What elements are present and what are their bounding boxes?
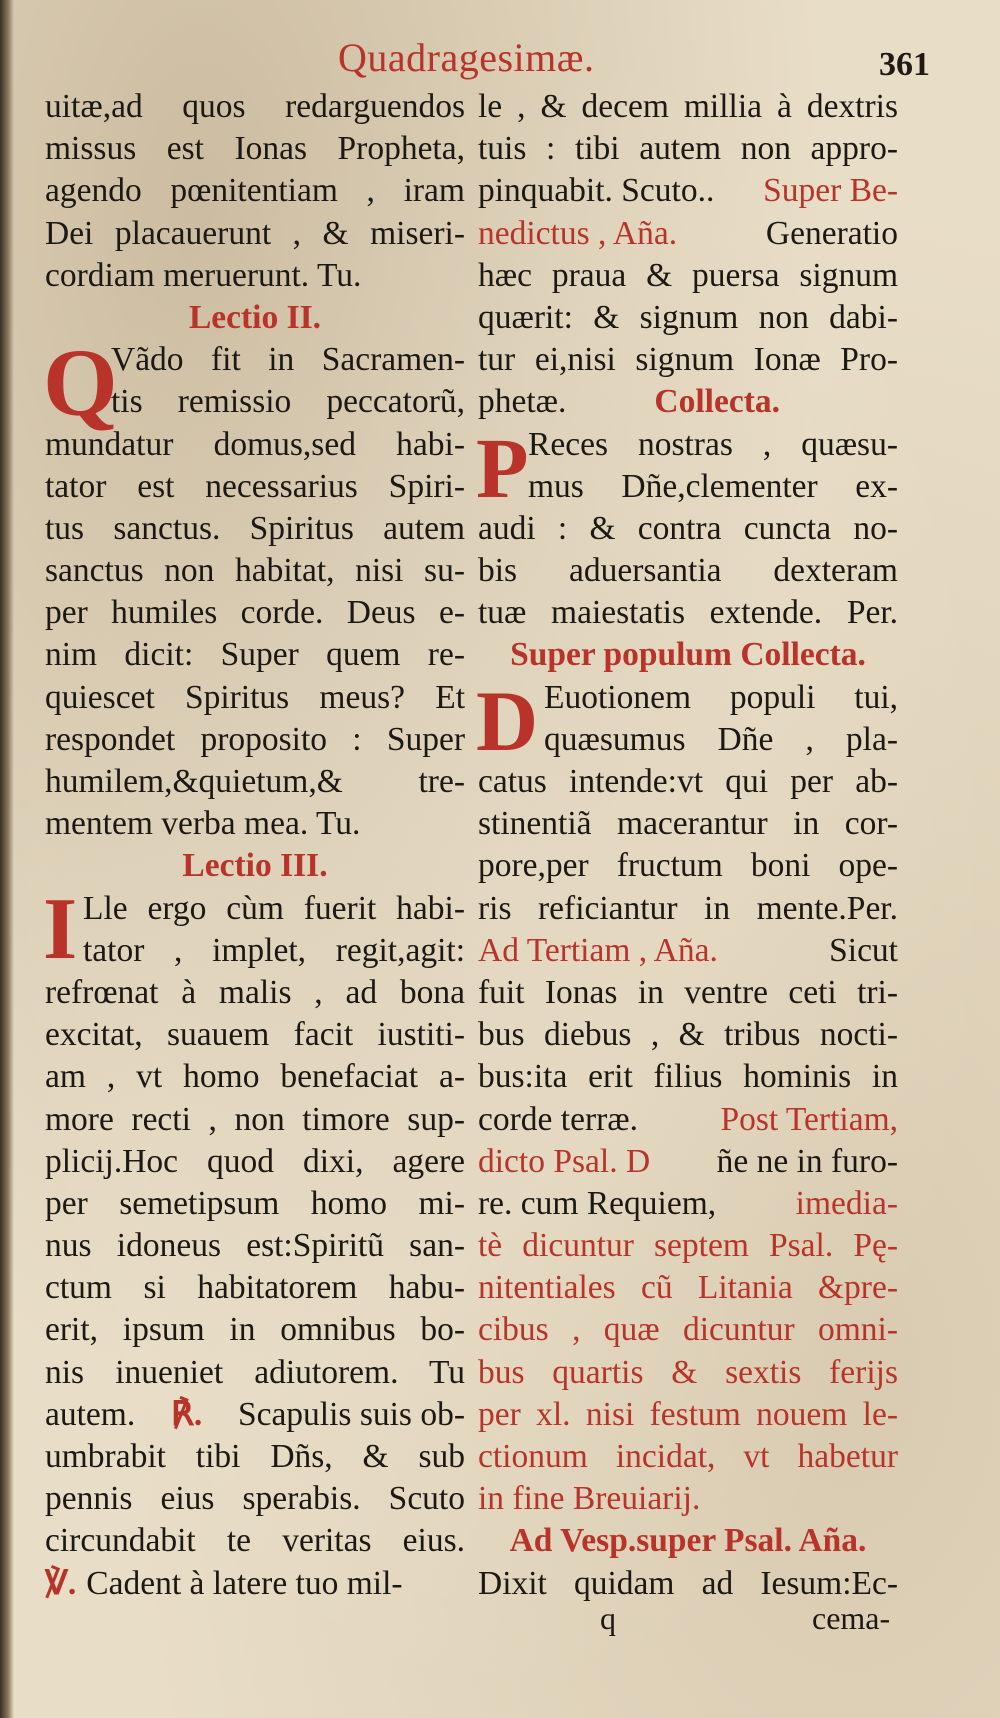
text-line: hæc praua & puersa signum [478,256,898,294]
text-line: respondet proposito : Super [45,720,465,758]
rubric-line: per xl. nisi festum nouem le- [478,1395,898,1433]
text-line: fuit Ionas in ventre ceti tri- [478,973,898,1011]
versicle-line [45,1563,465,1605]
mixed-line [478,1141,898,1183]
text-line: erit, ipsum in omnibus bo- [45,1311,465,1349]
text-fragment: autem. [45,1395,136,1433]
responsory-line [45,1394,465,1436]
lectio-3-heading: Lectio III. [182,847,328,885]
text-fragment: phetæ. [478,383,567,421]
mixed-line [478,930,898,972]
text-line: audi : & contra cuncta no- [478,509,898,547]
text-line: pennis eius sperabis. Scuto [45,1480,465,1518]
text-line: pore,per fructum boni ope- [478,847,898,885]
text-line: per semetipsum homo mi- [45,1184,465,1222]
text-fragment: re. cum Requiem, [478,1184,717,1222]
text-line: Dixit quidam ad Iesum:Ec- [478,1564,898,1602]
page-number: 361 [879,46,930,83]
drop-cap-i: I [43,880,78,978]
text-fragment: ñe ne in furo- [716,1142,898,1180]
rubric-fragment: Ad Tertiam , Aña. [478,931,718,969]
text-line: humilem,&quietum,& tre- [45,763,465,800]
super-populum-heading: Super populum Collecta. [510,636,866,674]
text-fragment: Cadent à latere tuo mil- [86,1564,403,1602]
mixed-line [478,381,898,423]
text-line: missus est Ionas Propheta, [45,130,465,168]
mixed-line [478,170,898,212]
text-line: quiescet Spiritus meus? Et [45,678,465,716]
text-fragment: Generatio [765,214,898,252]
collecta-heading: Collecta. [654,383,780,421]
text-line: am , vt homo benefaciat a- [45,1058,465,1096]
text-line: Lle ergo cùm fuerit habi- [83,889,465,927]
page-header [0,28,1000,88]
text-line: quærit: & signum non dabi- [478,298,898,336]
mixed-line [478,1183,898,1225]
text-line: tator , implet, regit,agit: [83,931,465,969]
mixed-line [478,213,898,255]
rubric-line: tè dicuntur septem Psal. Pę- [478,1227,898,1265]
text-fragment: Scapulis suis ob- [237,1395,465,1433]
rubric-line: in fine Breuiarij. [478,1480,701,1518]
text-line: circundabit te veritas eius. [45,1522,465,1560]
text-line: tis remissio peccatorũ, [111,383,465,421]
mixed-line [478,1099,898,1141]
text-line: le , & decem millia à dextris [478,88,898,125]
text-line: stinentiã macerantur in cor- [478,805,898,843]
page-gutter-shadow [0,0,14,1718]
text-line: excitat, suauem facit iustiti- [45,1016,465,1054]
text-line: more recti , non timore sup- [45,1100,465,1138]
text-line: tur ei,nisi signum Ionæ Pro- [478,341,898,379]
rubric-fragment: nedictus , Aña. [478,214,678,252]
responsory-symbol: ℟. [170,1395,203,1433]
text-line: plicij.Hoc quod dixi, agere [45,1142,465,1180]
text-line: nus idoneus est:Spiritũ san- [45,1227,465,1265]
text-fragment: corde terræ. [478,1100,638,1138]
text-line: Vãdo fit in Sacramen- [111,341,465,379]
text-line: catus intende:vt qui per ab- [478,763,898,800]
text-line: sanctus non habitat, nisi su- [45,552,465,590]
catchword: cema- [812,1600,891,1636]
drop-cap-d: D [476,672,539,769]
text-line: nis inueniet adiutorem. Tu [45,1353,465,1391]
text-line: tator est necessarius Spiri- [45,467,465,505]
text-line: umbrabit tibi Dñs, & sub [45,1438,465,1475]
drop-cap-p: P [476,419,529,516]
rubric-line: ctionum incidat, vt habetur [478,1438,898,1475]
text-line: mundatur domus,sed habi- [45,425,465,463]
drop-cap-q: Q [43,329,118,437]
text-line: uitæ,ad quos redarguendos [45,88,465,125]
right-column [478,86,898,1605]
text-line: per humiles corde. Deus e- [45,594,465,632]
rubric-fragment: Post Tertiam, [720,1100,898,1138]
text-line: quæsumus Dñe , pla- [544,720,898,758]
text-fragment: pinquabit. Scuto.. [478,172,715,210]
text-line: bis aduersantia dexteram [478,552,898,590]
text-fragment: Sicut [829,931,898,969]
left-column [45,86,465,1605]
rubric-fragment: Super Be- [763,172,898,210]
text-line: tuis : tibi autem non appro- [478,130,898,168]
text-line: mentem verba mea. Tu. [45,805,361,843]
rubric-line: bus quartis & sextis ferijs [478,1353,898,1391]
text-line: Reces nostras , quæsu- [528,425,898,463]
text-line: cordiam meruerunt. Tu. [45,256,362,294]
text-line: bus diebus , & tribus nocti- [478,1016,898,1054]
versicle-symbol: ℣. [45,1564,77,1602]
text-line: ctum si habitatorem habu- [45,1269,465,1307]
running-title: Quadragesimæ. [338,35,595,80]
rubric-fragment: dicto Psal. D [478,1142,651,1180]
ad-vesperas-heading: Ad Vesp.super Psal. Aña. [509,1522,867,1560]
text-line: Euotionem populi tui, [544,678,898,716]
text-line: tuæ maiestatis extende. Per. [478,594,898,632]
text-line: ris reficiantur in mente.Per. [478,889,898,927]
text-line: nim dicit: Super quem re- [45,636,465,674]
text-line: agendo pœnitentiam , iram [45,172,465,210]
rubric-fragment: imedia- [795,1184,898,1222]
rubric-line: cibus , quæ dicuntur omni- [478,1311,898,1349]
text-line: Dei placauerunt , & miseri- [45,214,465,252]
text-line: tus sanctus. Spiritus autem [45,509,465,547]
text-line: refrœnat à malis , ad bona [45,973,465,1011]
text-line: mus Dñe,clementer ex- [528,467,898,505]
text-line: bus:ita erit filius hominis in [478,1058,898,1096]
signature-mark: q [600,1600,616,1636]
lectio-2-heading: Lectio II. [188,298,322,336]
rubric-line: nitentiales cũ Litania &pre- [478,1269,898,1307]
